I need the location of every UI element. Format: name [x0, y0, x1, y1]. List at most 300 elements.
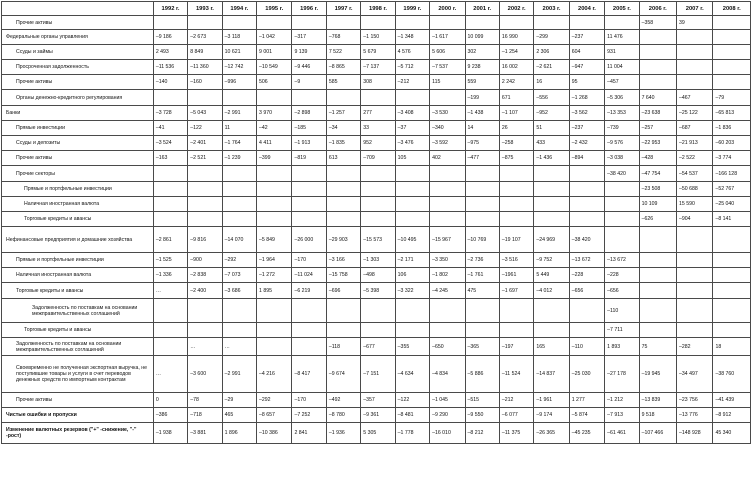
value-cell — [430, 16, 465, 30]
value-cell: –687 — [677, 121, 713, 136]
value-cell: –19 107 — [499, 227, 533, 253]
table-row — [2, 408, 751, 423]
value-cell — [639, 60, 676, 75]
value-cell: –19 945 — [639, 356, 676, 393]
value-cell: –22 953 — [639, 136, 676, 151]
value-cell: 506 — [257, 75, 292, 90]
header-cell-year: 1994 г. — [222, 2, 256, 16]
value-cell: –1 272 — [257, 268, 292, 283]
value-cell: –3 350 — [430, 253, 465, 268]
value-cell: –170 — [292, 393, 326, 408]
value-cell — [153, 323, 187, 338]
value-cell: –7 252 — [292, 408, 326, 423]
value-cell: 105 — [395, 151, 429, 166]
value-cell: 1 277 — [569, 393, 604, 408]
value-cell — [188, 90, 222, 106]
value-cell: –952 — [534, 106, 569, 121]
value-cell — [499, 16, 533, 30]
value-cell — [326, 197, 360, 212]
value-cell — [465, 299, 499, 323]
value-cell: –317 — [292, 30, 326, 45]
value-cell — [534, 197, 569, 212]
value-cell: 9 139 — [292, 45, 326, 60]
value-cell — [222, 212, 256, 227]
value-cell: –26 000 — [292, 227, 326, 253]
value-cell: –38 760 — [713, 356, 751, 393]
value-cell: … — [153, 356, 187, 393]
value-cell: –1 835 — [326, 136, 360, 151]
value-cell: –13 776 — [677, 408, 713, 423]
value-cell: –1 961 — [534, 393, 569, 408]
value-cell — [361, 299, 395, 323]
value-cell: –399 — [257, 151, 292, 166]
value-cell — [292, 182, 326, 197]
value-cell — [605, 182, 639, 197]
value-cell: 277 — [361, 106, 395, 121]
value-cell: –650 — [430, 338, 465, 356]
header-cell-year: 2003 г. — [534, 2, 569, 16]
table-body — [2, 16, 751, 444]
value-cell: –212 — [395, 75, 429, 90]
value-cell: –8 141 — [713, 212, 751, 227]
value-cell — [677, 283, 713, 299]
value-cell — [639, 75, 676, 90]
value-cell: –61 461 — [605, 423, 639, 444]
header-cell-year: 1996 г. — [292, 2, 326, 16]
value-cell — [639, 299, 676, 323]
value-cell: –1 348 — [395, 30, 429, 45]
value-cell — [569, 197, 604, 212]
table-row — [2, 90, 751, 106]
header-cell-year: 2004 г. — [569, 2, 604, 16]
value-cell: –718 — [188, 408, 222, 423]
value-cell — [395, 16, 429, 30]
value-cell — [677, 253, 713, 268]
value-cell: –78 — [188, 393, 222, 408]
value-cell: –25 122 — [677, 106, 713, 121]
value-cell: –5 043 — [188, 106, 222, 121]
row-label: Ссуды и депозиты — [2, 136, 154, 151]
value-cell: –1 778 — [395, 423, 429, 444]
value-cell: 10 621 — [222, 45, 256, 60]
value-cell: –13 672 — [605, 253, 639, 268]
value-cell: –900 — [188, 253, 222, 268]
value-cell — [465, 16, 499, 30]
value-cell: –8 657 — [257, 408, 292, 423]
row-label: Ссуды и займы — [2, 45, 154, 60]
value-cell: –9 816 — [188, 227, 222, 253]
value-cell: 2 841 — [292, 423, 326, 444]
value-cell: –8 212 — [465, 423, 499, 444]
value-cell: –13 672 — [569, 253, 604, 268]
value-cell: –2 991 — [222, 356, 256, 393]
value-cell — [534, 323, 569, 338]
row-label: Своевременно не полученная экспортная выручка, не поступившие товары и услуги в счет переводов денежных средств по импортным контрактам — [2, 356, 154, 393]
value-cell: –340 — [430, 121, 465, 136]
value-cell: 7 640 — [639, 90, 676, 106]
value-cell — [361, 90, 395, 106]
value-cell: 559 — [465, 75, 499, 90]
header-cell-year: 2002 г. — [499, 2, 533, 16]
value-cell: –6 219 — [292, 283, 326, 299]
value-cell — [395, 90, 429, 106]
value-cell: –1 042 — [257, 30, 292, 45]
value-cell: –1 936 — [326, 423, 360, 444]
table-row — [2, 393, 751, 408]
value-cell: –140 — [153, 75, 187, 90]
value-cell — [188, 166, 222, 182]
value-cell: –3 881 — [188, 423, 222, 444]
value-cell: –7 711 — [605, 323, 639, 338]
table-row — [2, 283, 751, 299]
value-cell: 9 238 — [465, 60, 499, 75]
value-cell: –2 401 — [188, 136, 222, 151]
value-cell: 475 — [465, 283, 499, 299]
value-cell: –37 — [395, 121, 429, 136]
value-cell: –23 508 — [639, 182, 676, 197]
value-cell: –739 — [605, 121, 639, 136]
value-cell — [257, 299, 292, 323]
value-cell — [713, 299, 751, 323]
table-row — [2, 182, 751, 197]
value-cell — [499, 299, 533, 323]
value-cell — [605, 197, 639, 212]
value-cell: –15 758 — [326, 268, 360, 283]
header-cell-year: 2005 г. — [605, 2, 639, 16]
value-cell: –160 — [188, 75, 222, 90]
value-cell — [257, 182, 292, 197]
balance-table — [1, 1, 751, 444]
value-cell: –3 322 — [395, 283, 429, 299]
value-cell: –3 408 — [395, 106, 429, 121]
value-cell: –25 040 — [713, 197, 751, 212]
value-cell: 16 — [534, 75, 569, 90]
value-cell: –6 077 — [499, 408, 533, 423]
header-cell-year: 1997 г. — [326, 2, 360, 16]
value-cell: 1 893 — [605, 338, 639, 356]
value-cell — [677, 299, 713, 323]
value-cell: 11 — [222, 121, 256, 136]
value-cell: –1 938 — [153, 423, 187, 444]
value-cell — [713, 253, 751, 268]
value-cell: –21 913 — [677, 136, 713, 151]
value-cell — [639, 323, 676, 338]
value-cell: –355 — [395, 338, 429, 356]
value-cell: –65 813 — [713, 106, 751, 121]
value-cell: 465 — [222, 408, 256, 423]
value-cell — [605, 212, 639, 227]
value-cell — [465, 182, 499, 197]
value-cell: –4 012 — [534, 283, 569, 299]
value-cell — [430, 212, 465, 227]
value-cell: 302 — [465, 45, 499, 60]
value-cell: –947 — [569, 60, 604, 75]
value-cell: –199 — [465, 90, 499, 106]
value-cell — [499, 212, 533, 227]
value-cell — [677, 30, 713, 45]
value-cell: –15 967 — [430, 227, 465, 253]
value-cell — [713, 283, 751, 299]
value-cell: –34 — [326, 121, 360, 136]
value-cell: –299 — [534, 30, 569, 45]
table-row — [2, 253, 751, 268]
value-cell — [713, 60, 751, 75]
value-cell — [713, 268, 751, 283]
row-label: Прямые и портфельные инвестиции — [2, 253, 154, 268]
value-cell — [395, 197, 429, 212]
value-cell — [534, 299, 569, 323]
row-label: Наличная иностранная валюта — [2, 197, 154, 212]
value-cell — [569, 16, 604, 30]
value-cell — [430, 197, 465, 212]
value-cell: –8 865 — [326, 60, 360, 75]
value-cell — [188, 212, 222, 227]
value-cell: –12 742 — [222, 60, 256, 75]
value-cell — [639, 30, 676, 45]
value-cell: –2 522 — [677, 151, 713, 166]
value-cell: 95 — [569, 75, 604, 90]
value-cell: –60 203 — [713, 136, 751, 151]
value-cell: –1 764 — [222, 136, 256, 151]
value-cell — [534, 212, 569, 227]
value-cell — [639, 283, 676, 299]
value-cell: –875 — [499, 151, 533, 166]
value-cell: –228 — [605, 268, 639, 283]
value-cell — [188, 323, 222, 338]
value-cell: –9 290 — [430, 408, 465, 423]
value-cell: –3 516 — [499, 253, 533, 268]
value-cell: –212 — [499, 393, 533, 408]
value-cell: –3 476 — [395, 136, 429, 151]
value-cell: –7 537 — [430, 60, 465, 75]
value-cell: –358 — [639, 16, 676, 30]
value-cell: 5 679 — [361, 45, 395, 60]
value-cell: –3 686 — [222, 283, 256, 299]
value-cell: 4 576 — [395, 45, 429, 60]
value-cell — [430, 182, 465, 197]
value-cell: –1 525 — [153, 253, 187, 268]
value-cell: –2 400 — [188, 283, 222, 299]
header-cell-year: 2000 г. — [430, 2, 465, 16]
value-cell: –3 592 — [430, 136, 465, 151]
value-cell — [326, 299, 360, 323]
value-cell: –9 674 — [326, 356, 360, 393]
value-cell — [677, 227, 713, 253]
value-cell: –10 769 — [465, 227, 499, 253]
value-cell: –10 495 — [395, 227, 429, 253]
value-cell — [395, 299, 429, 323]
value-cell: 9 518 — [639, 408, 676, 423]
value-cell — [188, 182, 222, 197]
value-cell: 10 109 — [639, 197, 676, 212]
value-cell — [395, 182, 429, 197]
value-cell — [713, 45, 751, 60]
value-cell — [326, 16, 360, 30]
value-cell — [713, 16, 751, 30]
value-cell — [292, 212, 326, 227]
value-cell: –1 438 — [465, 106, 499, 121]
value-cell: –9 446 — [292, 60, 326, 75]
table-row — [2, 75, 751, 90]
value-cell: 952 — [361, 136, 395, 151]
value-cell: –1 336 — [153, 268, 187, 283]
value-cell — [292, 338, 326, 356]
value-cell: –258 — [499, 136, 533, 151]
table-row — [2, 197, 751, 212]
row-label: Наличная иностранная валюта — [2, 268, 154, 283]
value-cell: –11 524 — [499, 356, 533, 393]
value-cell: –8 780 — [326, 408, 360, 423]
row-label: Торговые кредиты и авансы — [2, 212, 154, 227]
value-cell — [605, 227, 639, 253]
row-label: Задолженность по поставкам на основании межправительственных соглашений — [2, 338, 154, 356]
value-cell: –5 874 — [569, 408, 604, 423]
value-cell: –3 728 — [153, 106, 187, 121]
row-label: Прочие секторы — [2, 166, 154, 182]
row-label: Прочие активы — [2, 75, 154, 90]
value-cell: –4 216 — [257, 356, 292, 393]
value-cell — [222, 16, 256, 30]
value-cell: –5 306 — [605, 90, 639, 106]
value-cell — [361, 166, 395, 182]
value-cell: –237 — [569, 30, 604, 45]
value-cell: –166 128 — [713, 166, 751, 182]
value-cell — [257, 90, 292, 106]
value-cell — [292, 90, 326, 106]
value-cell: 11 004 — [605, 60, 639, 75]
value-cell: –1961 — [499, 268, 533, 283]
value-cell — [153, 16, 187, 30]
value-cell: 8 849 — [188, 45, 222, 60]
value-cell: –23 756 — [677, 393, 713, 408]
value-cell — [222, 182, 256, 197]
value-cell: –2 171 — [395, 253, 429, 268]
value-cell: 5 449 — [534, 268, 569, 283]
value-cell: –9 576 — [605, 136, 639, 151]
value-cell: 10 099 — [465, 30, 499, 45]
value-cell — [222, 166, 256, 182]
value-cell: –677 — [361, 338, 395, 356]
value-cell: 402 — [430, 151, 465, 166]
row-label: Торговые кредиты и авансы — [2, 283, 154, 299]
row-label: Прочие активы — [2, 16, 154, 30]
value-cell: –457 — [605, 75, 639, 90]
value-cell: 18 — [713, 338, 751, 356]
value-cell: –34 497 — [677, 356, 713, 393]
value-cell — [326, 323, 360, 338]
value-cell: –110 — [569, 338, 604, 356]
value-cell: 671 — [499, 90, 533, 106]
value-cell: –556 — [534, 90, 569, 106]
value-cell — [639, 268, 676, 283]
value-cell: 16 002 — [499, 60, 533, 75]
value-cell: 1 896 — [222, 423, 256, 444]
value-cell: 39 — [677, 16, 713, 30]
value-cell: –9 361 — [361, 408, 395, 423]
table-row — [2, 166, 751, 182]
value-cell: –1 836 — [713, 121, 751, 136]
value-cell — [395, 212, 429, 227]
value-cell: –16 010 — [430, 423, 465, 444]
value-cell: 585 — [326, 75, 360, 90]
value-cell: –5 398 — [361, 283, 395, 299]
value-cell: –996 — [222, 75, 256, 90]
value-cell — [639, 45, 676, 60]
value-cell — [153, 90, 187, 106]
value-cell: –3 562 — [569, 106, 604, 121]
row-label: Федеральные органы управления — [2, 30, 154, 45]
value-cell: –9 — [292, 75, 326, 90]
value-cell — [292, 323, 326, 338]
value-cell: –7 151 — [361, 356, 395, 393]
value-cell — [257, 338, 292, 356]
value-cell — [465, 166, 499, 182]
table-row — [2, 60, 751, 75]
value-cell: –3 166 — [326, 253, 360, 268]
value-cell: –626 — [639, 212, 676, 227]
value-cell — [222, 90, 256, 106]
value-cell — [499, 323, 533, 338]
value-cell — [569, 299, 604, 323]
value-cell: –10 386 — [257, 423, 292, 444]
header-cell-year: 1992 г. — [153, 2, 187, 16]
value-cell: –4 634 — [395, 356, 429, 393]
value-cell: –9 752 — [534, 253, 569, 268]
value-cell: –11 024 — [292, 268, 326, 283]
value-cell: –2 838 — [188, 268, 222, 283]
row-label: Прочие активы — [2, 393, 154, 408]
value-cell: –1 212 — [605, 393, 639, 408]
row-label: Изменение валютных резервов ("+" -снижение, "-" -рост) — [2, 423, 154, 444]
value-cell: –5 712 — [395, 60, 429, 75]
value-cell: –3 038 — [605, 151, 639, 166]
value-cell: –11 536 — [153, 60, 187, 75]
value-cell: –41 — [153, 121, 187, 136]
header-cell-label — [2, 2, 154, 16]
value-cell — [499, 166, 533, 182]
value-cell: –14 837 — [534, 356, 569, 393]
table-row — [2, 45, 751, 60]
value-cell: –38 420 — [605, 166, 639, 182]
value-cell: –185 — [292, 121, 326, 136]
value-cell: –2 861 — [153, 227, 187, 253]
value-cell: … — [153, 283, 187, 299]
value-cell — [361, 197, 395, 212]
value-cell — [430, 90, 465, 106]
value-cell: 115 — [430, 75, 465, 90]
table-row — [2, 30, 751, 45]
value-cell: –292 — [222, 253, 256, 268]
value-cell — [713, 227, 751, 253]
row-label: Просроченная задолженность — [2, 60, 154, 75]
value-cell: –2 521 — [188, 151, 222, 166]
value-cell: –1 761 — [465, 268, 499, 283]
value-cell — [534, 182, 569, 197]
value-cell — [153, 166, 187, 182]
value-cell — [361, 323, 395, 338]
header-cell-year: 2006 г. — [639, 2, 676, 16]
value-cell — [153, 338, 187, 356]
value-cell — [361, 182, 395, 197]
value-cell — [292, 166, 326, 182]
value-cell: –3 524 — [153, 136, 187, 151]
value-cell — [677, 45, 713, 60]
value-cell: 308 — [361, 75, 395, 90]
value-cell: –1 254 — [499, 45, 533, 60]
value-cell — [677, 60, 713, 75]
value-cell: 4 411 — [257, 136, 292, 151]
value-cell — [569, 182, 604, 197]
